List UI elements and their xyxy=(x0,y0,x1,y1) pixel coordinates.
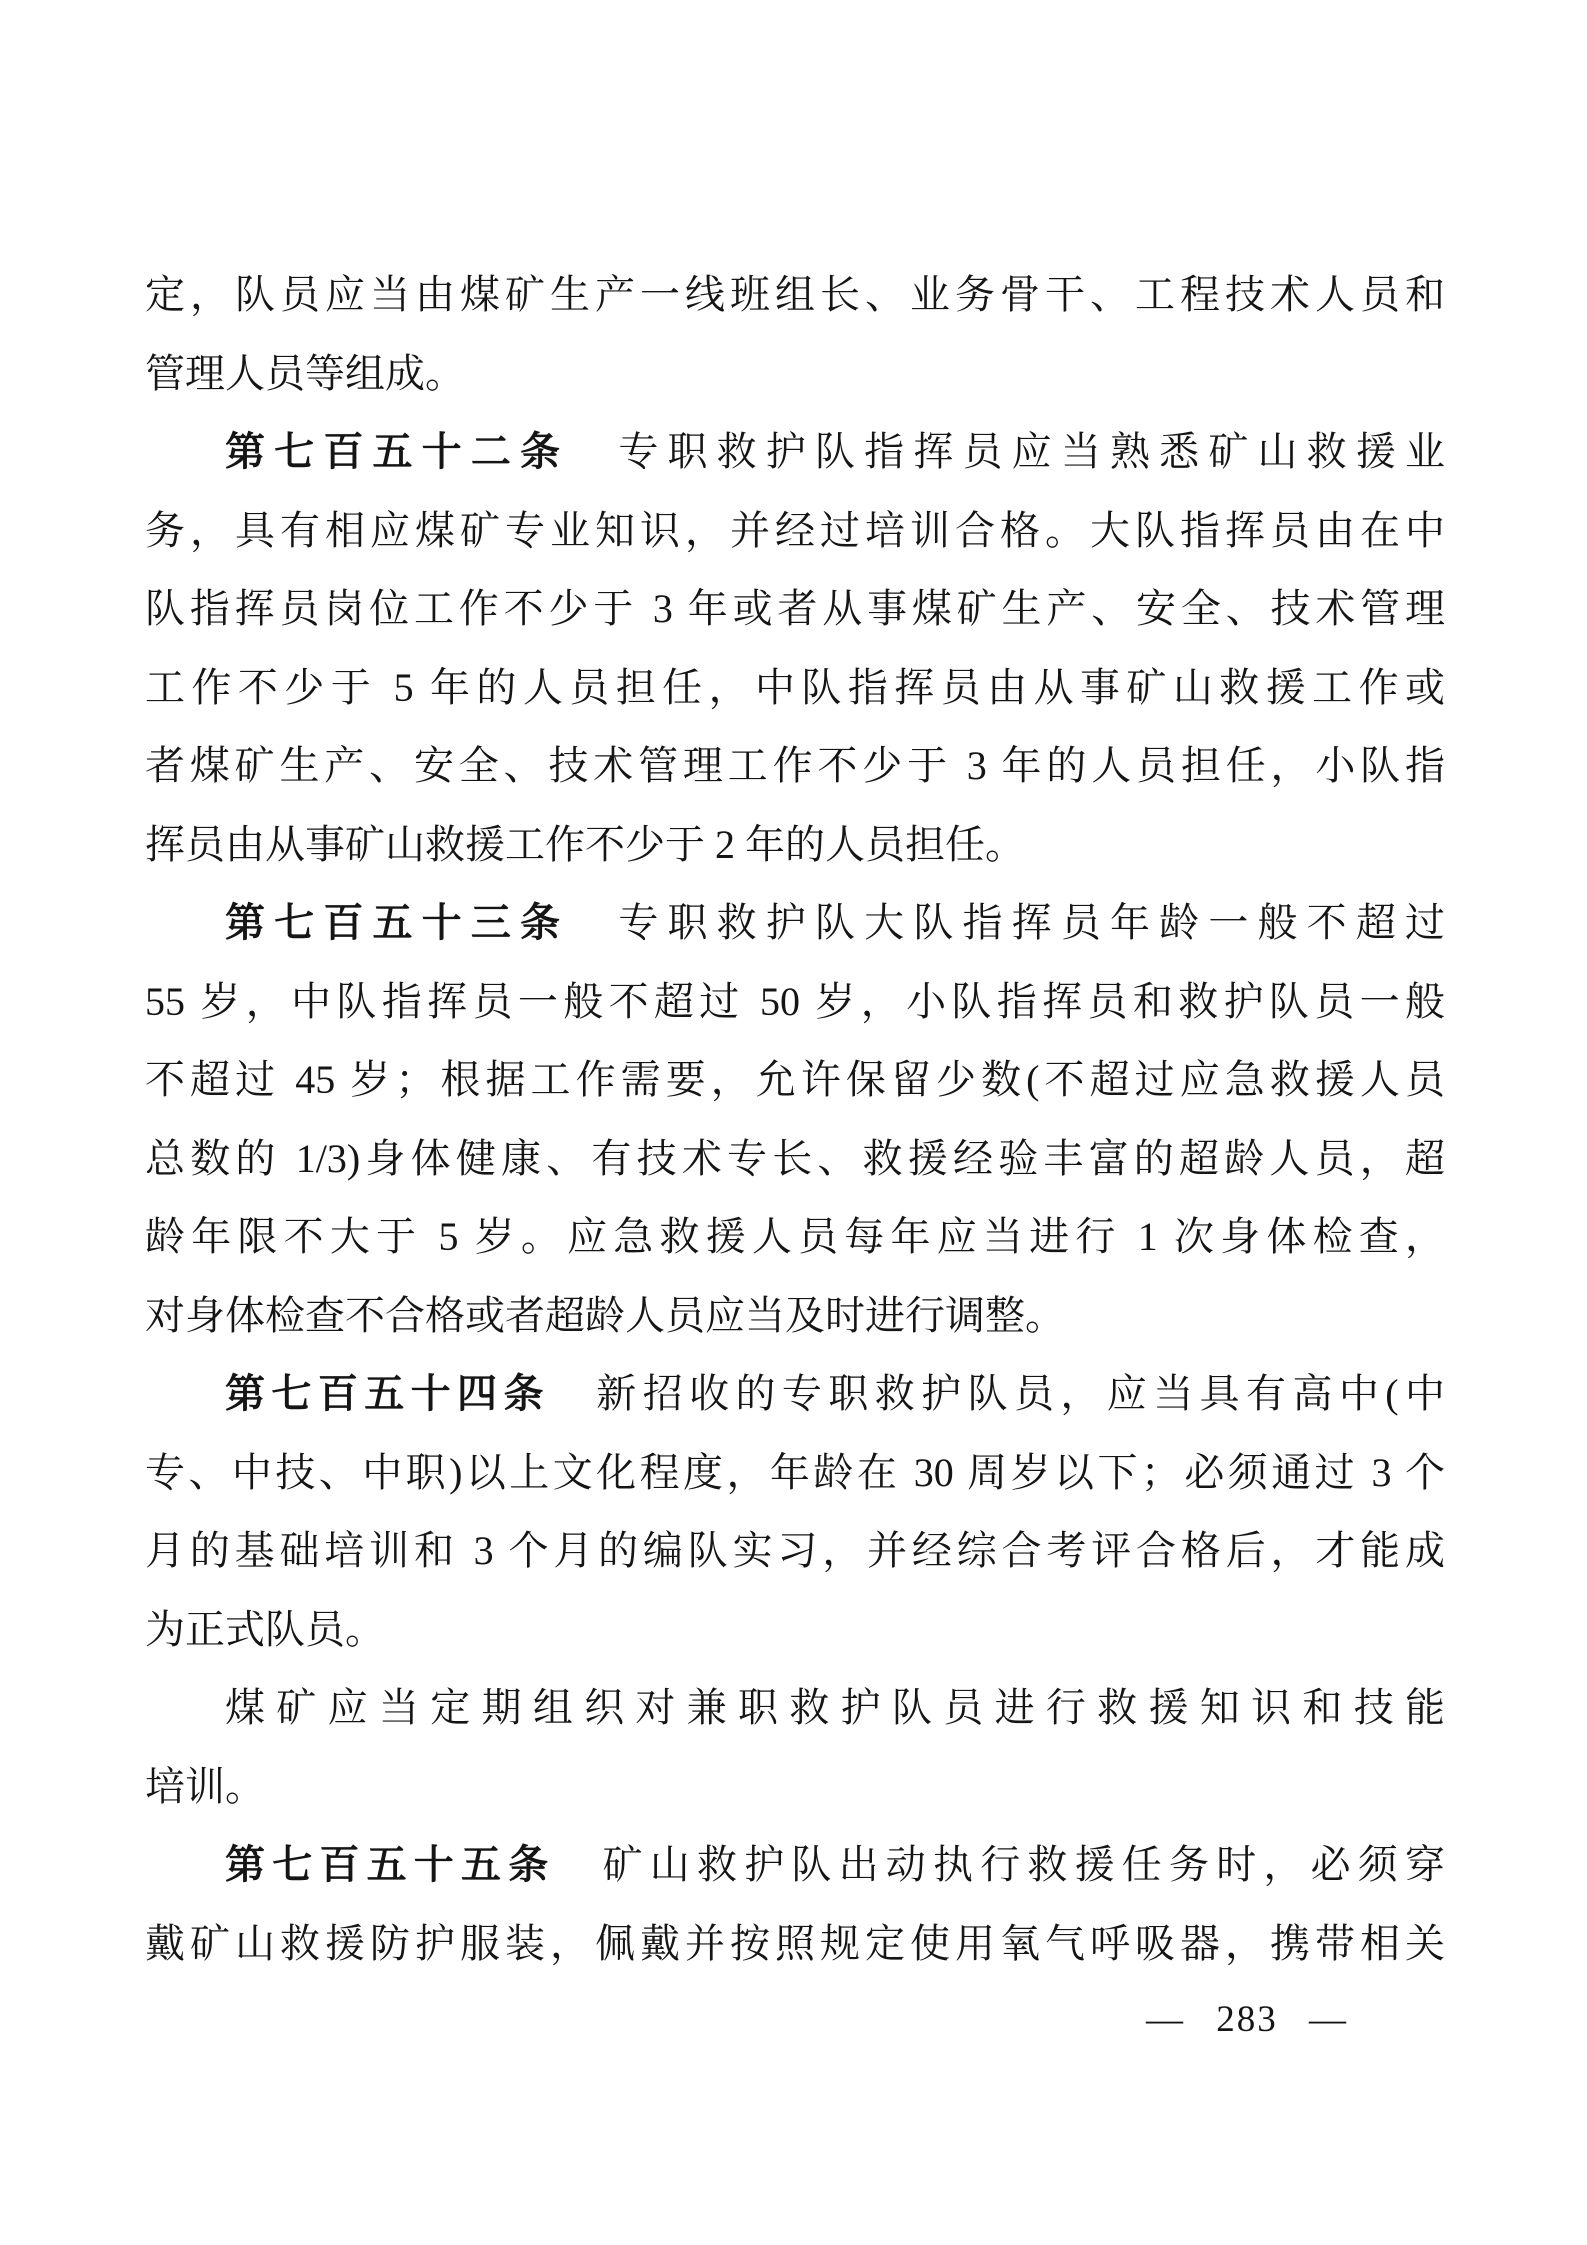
line-text: 管理人员等组成。 xyxy=(145,350,465,396)
line-text: 专、中技、中职)以上文化程度，年龄在 30 周岁以下；必须通过 3 个 xyxy=(145,1449,1445,1495)
text-line xyxy=(145,492,1445,571)
line-text: 新招收的专职救护队员，应当具有高中(中 xyxy=(549,1371,1445,1416)
text-line xyxy=(145,1434,1445,1513)
line-text: 培训。 xyxy=(145,1763,265,1809)
text-line xyxy=(145,256,1445,335)
line-text: 定，队员应当由煤矿生产一线班组长、业务骨干、工程技术人员和 xyxy=(145,272,1445,317)
text-line xyxy=(145,649,1445,728)
line-text: 龄年限不大于 5 岁。应急救援人员每年应当进行 1 次身体检查， xyxy=(145,1214,1445,1259)
text-line xyxy=(145,1198,1445,1277)
article-number: 第七百五十五条 xyxy=(225,1843,556,1887)
line-text: 对身体检查不合格或者超龄人员应当及时进行调整。 xyxy=(145,1292,1065,1338)
text-line xyxy=(145,1905,1445,1984)
line-text: 不超过 45 岁；根据工作需要，允许保留少数(不超过应急救援人员 xyxy=(145,1057,1445,1102)
text-block xyxy=(145,256,1445,1983)
text-line xyxy=(145,1512,1445,1591)
line-text: 务，具有相应煤矿专业知识，并经过培训合格。大队指挥员由在中 xyxy=(145,507,1445,553)
text-line xyxy=(145,335,1445,414)
line-text: 者煤矿生产、安全、技术管理工作不少于 3 年的人员担任，小队指 xyxy=(145,743,1445,788)
text-line xyxy=(145,1669,1445,1748)
article-line xyxy=(145,1355,1445,1434)
article-line xyxy=(145,413,1445,492)
text-line xyxy=(145,1277,1445,1356)
line-text: 工作不少于 5 年的人员担任，中队指挥员由从事矿山救援工作或 xyxy=(145,664,1445,710)
line-text: 戴矿山救援防护服装，佩戴并按照规定使用氧气呼吸器，携带相关 xyxy=(145,1920,1445,1966)
page-number: — 283 — xyxy=(1146,1999,1348,2040)
text-line xyxy=(145,727,1445,806)
line-text: 为正式队员。 xyxy=(145,1606,385,1652)
line-text: 月的基础培训和 3 个月的编队实习，并经综合考评合格后，才能成 xyxy=(145,1528,1445,1573)
line-text: 队指挥员岗位工作不少于 3 年或者从事煤矿生产、安全、技术管理 xyxy=(145,586,1445,631)
line-text: 55 岁，中队指挥员一般不超过 50 岁，小队指挥员和救护队员一般 xyxy=(145,978,1445,1024)
line-text: 挥员由从事矿山救援工作不少于 2 年的人员担任。 xyxy=(145,821,1025,867)
text-line xyxy=(145,1591,1445,1670)
line-text: 专职救护队指挥员应当熟悉矿山救援业 xyxy=(569,429,1446,474)
article-number: 第七百五十二条 xyxy=(225,430,570,474)
text-line xyxy=(145,1748,1445,1827)
text-line xyxy=(145,1120,1445,1199)
text-line xyxy=(145,570,1445,649)
article-number: 第七百五十三条 xyxy=(225,901,570,945)
text-line xyxy=(145,1041,1445,1120)
line-text: 煤矿应当定期组织对兼职救护队员进行救援知识和技能 xyxy=(225,1685,1445,1730)
line-text: 专职救护队大队指挥员年龄一般不超过 xyxy=(569,900,1446,945)
article-number: 第七百五十四条 xyxy=(225,1372,550,1416)
text-line xyxy=(145,806,1445,885)
line-text: 总数的 1/3)身体健康、有技术专长、救援经验丰富的超龄人员，超 xyxy=(145,1135,1445,1181)
text-line xyxy=(145,963,1445,1042)
article-line xyxy=(145,884,1445,963)
article-line xyxy=(145,1826,1445,1905)
line-text: 矿山救护队出动执行救援任务时，必须穿 xyxy=(555,1842,1446,1887)
